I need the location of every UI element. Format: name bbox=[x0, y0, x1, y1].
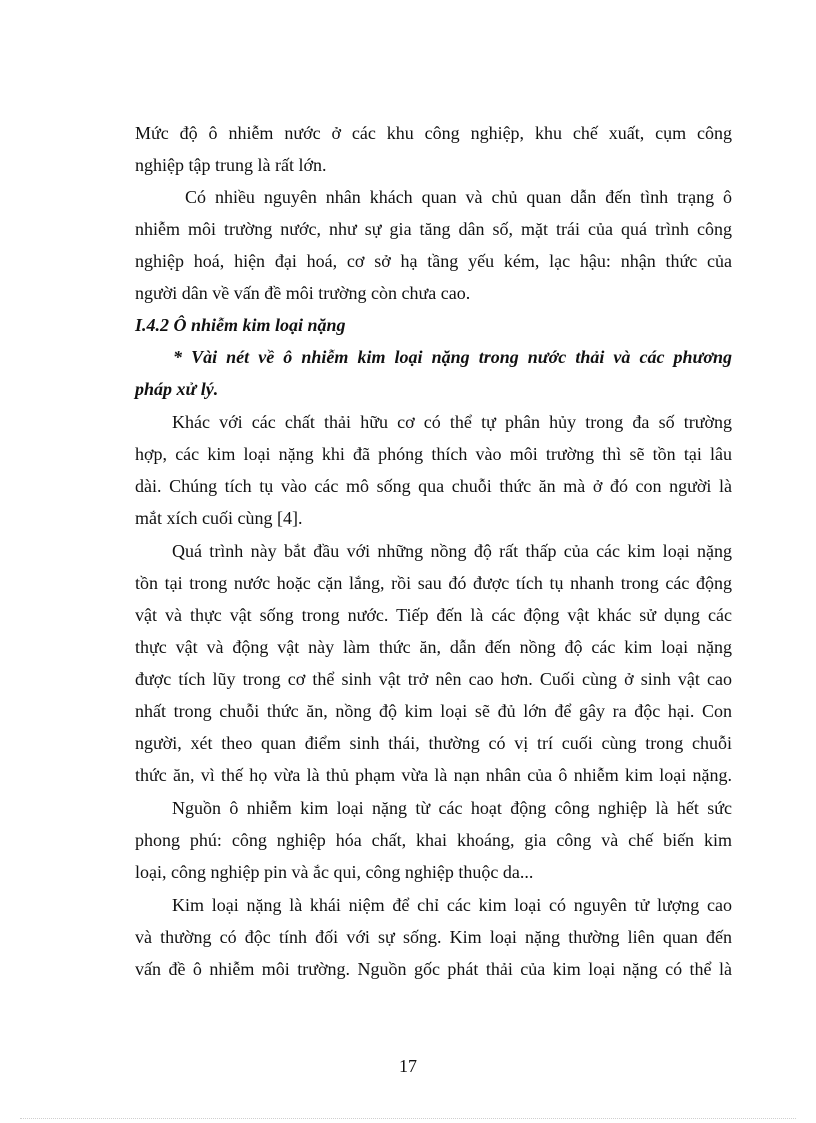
paragraph-line: dài. Chúng tích tụ vào các mô sống qua chuỗi thức ăn mà ở đó con người là bbox=[135, 476, 732, 496]
paragraph-line: tồn tại trong nước hoặc cặn lắng, rồi sau đó được tích tụ nhanh trong các động bbox=[135, 573, 732, 593]
paragraph-line: Mức độ ô nhiễm nước ở các khu công nghiệp, khu chế xuất, cụm công bbox=[135, 123, 732, 143]
paragraph-line: nghiệp tập trung là rất lớn. bbox=[135, 155, 327, 175]
paragraph-line: và thường có độc tính đối với sự sống. Kim loại nặng thường liên quan đến bbox=[135, 927, 732, 947]
paragraph-line: loại, công nghiệp pin và ắc qui, công nghiệp thuộc da... bbox=[135, 862, 534, 882]
paragraph-line: nhất trong chuỗi thức ăn, nồng độ kim loại sẽ đủ lớn để gây ra độc hại. Con bbox=[135, 701, 732, 721]
page-number: 17 bbox=[399, 1056, 417, 1076]
paragraph-line: được tích lũy trong cơ thể sinh vật trở nên cao hơn. Cuối cùng ở sinh vật cao bbox=[135, 669, 732, 689]
paragraph-line: mắt xích cuối cùng [4]. bbox=[135, 508, 303, 528]
paragraph-line: Có nhiều nguyên nhân khách quan và chủ quan dẫn đến tình trạng ô bbox=[185, 187, 732, 207]
section-heading: I.4.2 Ô nhiễm kim loại nặng bbox=[135, 315, 346, 335]
paragraph-line: Nguồn ô nhiễm kim loại nặng từ các hoạt động công nghiệp là hết sức bbox=[172, 798, 732, 818]
paragraph-line: nhiễm môi trường nước, như sự gia tăng dân số, mặt trái của quá trình công bbox=[135, 219, 732, 239]
paragraph-line: vật và thực vật sống trong nước. Tiếp đến là các động vật khác sử dụng các bbox=[135, 605, 732, 625]
page-bottom-border bbox=[20, 1118, 796, 1119]
paragraph-line: Quá trình này bắt đầu với những nồng độ rất thấp của các kim loại nặng bbox=[172, 541, 732, 561]
paragraph-line: Khác với các chất thải hữu cơ có thể tự phân hủy trong đa số trường bbox=[172, 412, 732, 432]
paragraph-line: vấn đề ô nhiễm môi trường. Nguồn gốc phát thải của kim loại nặng có thể là bbox=[135, 959, 732, 979]
paragraph-line: người dân về vấn đề môi trường còn chưa cao. bbox=[135, 283, 471, 303]
sub-heading-line: pháp xử lý. bbox=[135, 379, 219, 399]
paragraph-line: thức ăn, vì thế họ vừa là thủ phạm vừa là nạn nhân của ô nhiễm kim loại nặng. bbox=[135, 765, 732, 785]
paragraph-line: Kim loại nặng là khái niệm để chỉ các kim loại có nguyên tử lượng cao bbox=[172, 895, 732, 915]
paragraph-line: nghiệp hoá, hiện đại hoá, cơ sở hạ tầng yếu kém, lạc hậu: nhận thức của bbox=[135, 251, 732, 271]
sub-heading-line: * Vài nét về ô nhiễm kim loại nặng trong nước thải và các phương bbox=[173, 347, 732, 367]
paragraph-line: phong phú: công nghiệp hóa chất, khai khoáng, gia công và chế biến kim bbox=[135, 830, 732, 850]
paragraph-line: thực vật và động vật này làm thức ăn, dẫn đến nồng độ các kim loại nặng bbox=[135, 637, 732, 657]
paragraph-line: người, xét theo quan điểm sinh thái, thường có vị trí cuối cùng trong chuỗi bbox=[135, 733, 732, 753]
paragraph-line: hợp, các kim loại nặng khi đã phóng thích vào môi trường thì sẽ tồn tại lâu bbox=[135, 444, 732, 464]
